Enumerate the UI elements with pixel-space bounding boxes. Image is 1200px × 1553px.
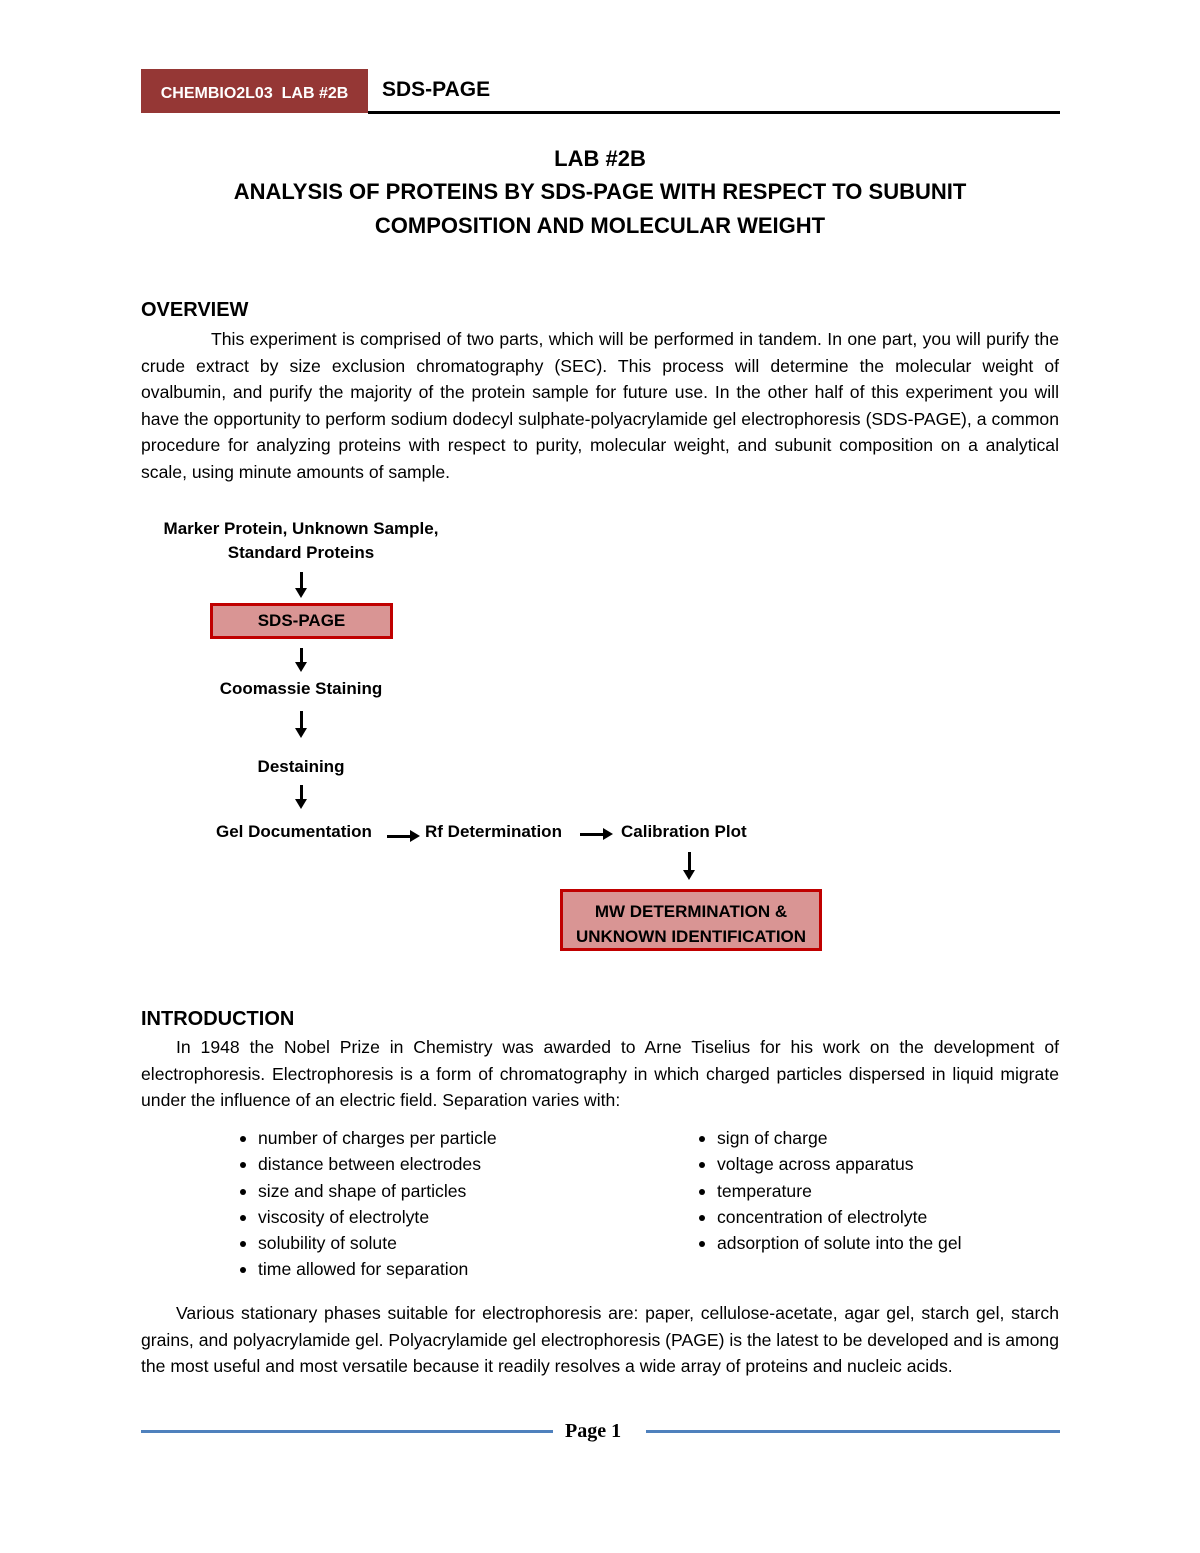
- header-rule: [368, 111, 1060, 114]
- introduction-paragraph-1: In 1948 the Nobel Prize in Chemistry was awarded to Arne Tiselius for his work on the development of electrophoresis. Electrophoresis is a form of chromatography in which charged particles dispersed in liquid migrate under the influence of an electric field. Separation varies with:: [141, 1037, 1059, 1110]
- flow-calibration-plot: Calibration Plot: [621, 822, 747, 841]
- bullet-item: number of charges per particle: [240, 1125, 497, 1151]
- arrow-right-icon: [387, 835, 411, 838]
- flow-mw-determination-box: [560, 889, 822, 951]
- flow-start-line2: Standard Proteins: [227, 543, 375, 562]
- overview-paragraph: This experiment is comprised of two parts, which will be performed in tandem. In one part, you will purify the crude extract by size exclusion chromatography (SEC). This process will determine the molecular weight of ovalbumin, and purify the majority of the protein sample for future use. In the other half of this experiment you will have the opportunity to perform sodium dodecyl sulphate-polyacrylamide gel electrophoresis (SDS-PAGE), a common procedure for analyzing proteins with respect to purity, molecular weight, and subunit composition on a analytical scale, using minute amounts of sample.: [141, 329, 1059, 482]
- arrow-down-icon: [300, 648, 303, 664]
- bullet-item: time allowed for separation: [240, 1256, 497, 1282]
- bullet-item: viscosity of electrolyte: [240, 1204, 497, 1230]
- bullet-item: size and shape of particles: [240, 1178, 497, 1204]
- flow-sds-page-box: SDS-PAGE: [210, 603, 393, 639]
- bullet-item: temperature: [699, 1178, 962, 1204]
- arrow-down-icon: [300, 785, 303, 801]
- introduction-heading: INTRODUCTION: [141, 1008, 295, 1030]
- flow-destaining: Destaining: [257, 757, 345, 776]
- mw-box-line2: UNKNOWN IDENTIFICATION: [575, 927, 807, 946]
- flow-staining: Coomassie Staining: [219, 679, 383, 698]
- header-course-tab: CHEMBIO2L03 LAB #2B: [141, 69, 368, 113]
- doc-title-line1: ANALYSIS OF PROTEINS BY SDS-PAGE WITH RESPECT TO SUBUNIT: [233, 179, 967, 204]
- arrow-down-icon: [300, 711, 303, 730]
- arrow-down-icon: [300, 572, 303, 590]
- mw-box-line1: MW DETERMINATION &: [594, 902, 788, 921]
- lab-title: LAB #2B: [554, 146, 646, 171]
- header-topic: SDS-PAGE: [382, 78, 491, 101]
- page-number: Page 1: [565, 1420, 622, 1442]
- bullet-item: adsorption of solute into the gel: [699, 1230, 962, 1256]
- bullet-item: solubility of solute: [240, 1230, 497, 1256]
- doc-title-line2: COMPOSITION AND MOLECULAR WEIGHT: [374, 213, 826, 238]
- arrow-right-icon: [580, 833, 604, 836]
- bullet-item: sign of charge: [699, 1125, 962, 1151]
- flow-gel-documentation: Gel Documentation: [216, 822, 372, 841]
- footer-rule-left: [141, 1430, 553, 1433]
- flow-rf-determination: Rf Determination: [425, 822, 562, 841]
- flow-start-line1: Marker Protein, Unknown Sample,: [163, 519, 439, 538]
- footer-rule-right: [646, 1430, 1060, 1433]
- arrow-down-icon: [688, 852, 691, 872]
- introduction-paragraph-2: Various stationary phases suitable for electrophoresis are: paper, cellulose-acetate, agar gel, starch gel, starch grains, and polyacrylamide gel. Polyacrylamide gel electrophoresis (PAGE) is the latest to be developed and is among the most useful and most versatile because it readily resolves a wide array of proteins and nucleic acids.: [141, 1303, 1059, 1376]
- factor-list-left: [240, 1125, 497, 1283]
- bullet-item: concentration of electrolyte: [699, 1204, 962, 1230]
- factor-list-right: [699, 1125, 962, 1256]
- bullet-item: distance between electrodes: [240, 1151, 497, 1177]
- overview-heading: OVERVIEW: [141, 299, 249, 321]
- bullet-item: voltage across apparatus: [699, 1151, 962, 1177]
